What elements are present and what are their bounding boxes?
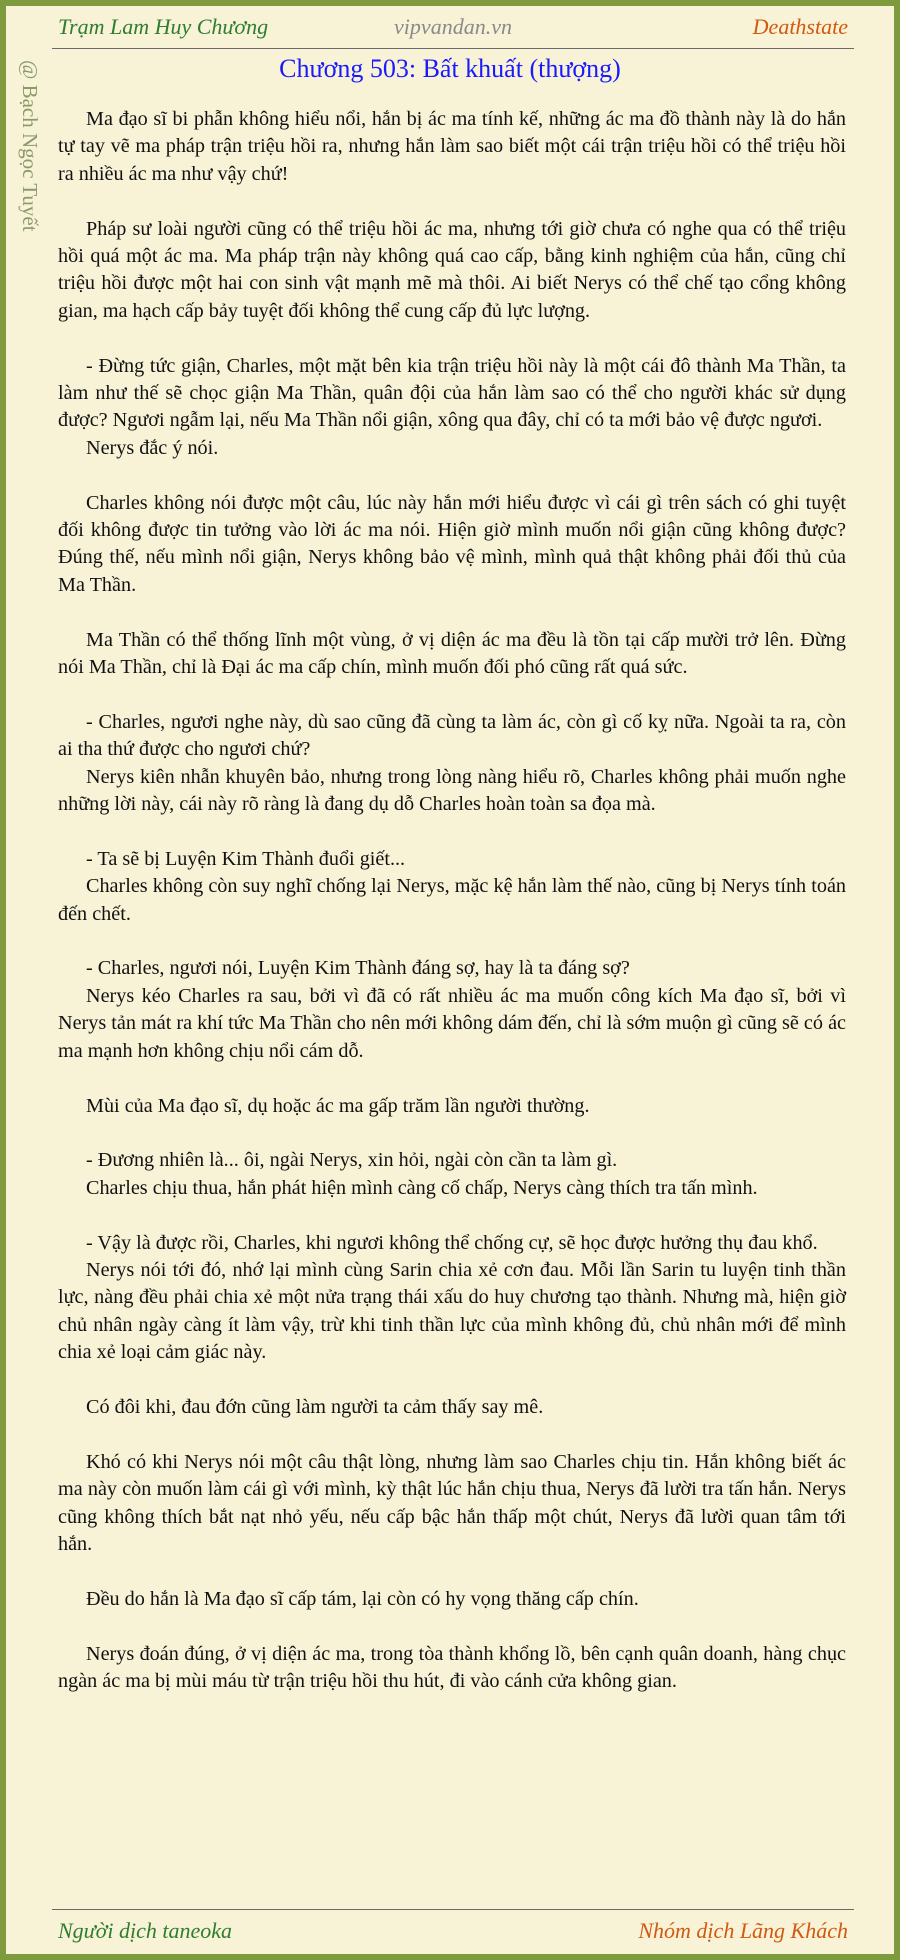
header-site-name: Trạm Lam Huy Chương (58, 14, 269, 39)
chapter-body (58, 106, 846, 1723)
paragraph: Charles chịu thua, hắn phát hiện mình càng cố chấp, Nerys càng thích tra tấn mình. (86, 1176, 758, 1199)
chapter-title: Chương 503: Bất khuất (thượng) (279, 54, 621, 83)
paragraph: Nerys kiên nhẫn khuyên bảo, nhưng trong lòng nàng hiểu rõ, Charles không phải muốn nghe những lời này, cái này rõ ràng là đang dụ dỗ Charles hoàn toàn sa đọa mà. (58, 765, 846, 816)
page-header (52, 6, 854, 49)
side-watermark (14, 60, 42, 290)
paragraph: - Vậy là được rồi, Charles, khi ngươi không thể chống cự, sẽ học được hưởng thụ đau khổ. (86, 1231, 818, 1254)
paragraph: Nerys đoán đúng, ở vị diện ác ma, trong tòa thành khổng lồ, bên cạnh quân doanh, hàng chục ngàn ác ma bị mùi máu từ trận triệu hồi thu hút, đi vào cánh cửa không gian. (58, 1642, 846, 1692)
header-url: vipvandan.vn (394, 14, 512, 39)
paragraph: Có đôi khi, đau đớn cũng làm người ta cảm thấy say mê. (86, 1395, 544, 1418)
footer-group: Nhóm dịch Lãng Khách (638, 1918, 848, 1943)
paragraph: - Đừng tức giận, Charles, một mặt bên kia trận triệu hồi này là một cái đô thành Ma Thần, ta làm như thế sẽ chọc giận Ma Thần, quân đội của hắn làm sao có thể cho người khác sử dụng được? Ngươi ngẫm lại, nếu Ma Thần nổi giận, xông qua đây, chỉ có ta mới bảo vệ được ngươi. (58, 354, 846, 432)
paragraph: Nerys nói tới đó, nhớ lại mình cùng Sarin chia xẻ cơn đau. Mỗi lần Sarin tu luyện tinh thần lực, nàng đều phải chia xẻ một nửa trạng thái xấu do huy chương tạo thành. Nhưng mà, hiện giờ chủ nhân ngày càng ít làm vậy, trừ khi tinh thần lực của mình không đủ, chủ nhân mới để mình chia xẻ loại cảm giác này. (58, 1258, 846, 1364)
side-label: @ Bạch Ngọc Tuyết (18, 60, 42, 232)
footer-translator: Người dịch taneoka (58, 1918, 233, 1943)
paragraph: Nerys đắc ý nói. (86, 436, 219, 459)
paragraph: Đều do hắn là Ma đạo sĩ cấp tám, lại còn có hy vọng thăng cấp chín. (86, 1587, 639, 1610)
paragraph: Khó có khi Nerys nói một câu thật lòng, nhưng làm sao Charles chịu tin. Hắn không biết ác ma này còn muốn làm cái gì với mình, kỳ thật lúc hắn chịu thua, Nerys đã lười tra tấn hắn. Nerys cũng không thích bắt nạt nhỏ yếu, nếu cấp bậc hắn thấp một chút, Nerys đã lười quan tâm tới hắn. (58, 1450, 846, 1555)
page-footer (52, 1909, 854, 1954)
paragraph: - Charles, ngươi nói, Luyện Kim Thành đáng sợ, hay là ta đáng sợ? (86, 957, 630, 980)
paragraph: - Ta sẽ bị Luyện Kim Thành đuổi giết... (86, 847, 406, 870)
paragraph: Nerys kéo Charles ra sau, bởi vì đã có rất nhiều ác ma muốn công kích Ma đạo sĩ, bởi vì Nerys tản mát ra khí tức Ma Thần cho nên mới không dám đến, chỉ là sớm muộn gì cũng sẽ có ác ma mạnh hơn không chịu nổi cám dỗ. (58, 984, 846, 1062)
paragraph: Mùi của Ma đạo sĩ, dụ hoặc ác ma gấp trăm lần người thường. (86, 1094, 590, 1117)
paragraph: - Đương nhiên là... ôi, ngài Nerys, xin hỏi, ngài còn cần ta làm gì. (86, 1149, 618, 1172)
paragraph: Ma Thần có thể thống lĩnh một vùng, ở vị diện ác ma đều là tồn tại cấp mười trở lên. Đừng nói Ma Thần, chỉ là Đại ác ma cấp chín, mình muốn đối phó cũng rất quá sức. (58, 628, 846, 679)
paragraph: Ma đạo sĩ bi phẫn không hiểu nổi, hắn bị ác ma tính kế, những ác ma đồ thành này là do hắn tự tay vẽ ma pháp trận triệu hồi ra, nhưng hắn làm sao biết một cái trận triệu hồi có thể triệu hồi ra nhiều ác ma như vậy chứ! (58, 108, 846, 185)
paragraph: Pháp sư loài người cũng có thể triệu hồi ác ma, nhưng tới giờ chưa có nghe qua có thể triệu hồi quá một ác ma. Ma pháp trận này không quá cao cấp, bằng kinh nghiệm của hắn, cũng chỉ triệu hồi được một hai con sinh vật mạnh mẽ mà thôi. Ai biết Nerys có thể chế tạo cổng không gian, ma hạch cấp bảy tuyệt đối không thể cung cấp đủ lực lượng. (58, 217, 846, 322)
paragraph: Charles không còn suy nghĩ chống lại Nerys, mặc kệ hắn làm thế nào, cũng bị Nerys tính toán đến chết. (58, 875, 846, 925)
header-author: Deathstate (752, 14, 848, 39)
paragraph: - Charles, ngươi nghe này, dù sao cũng đã cùng ta làm ác, còn gì cố kỵ nữa. Ngoài ta ra, còn ai tha thứ được cho ngươi chứ? (58, 710, 846, 761)
paragraph: Charles không nói được một câu, lúc này hắn mới hiểu được vì cái gì trên sách có ghi tuyệt đối không được tin tưởng vào lời ác ma nói. Hiện giờ mình muốn nổi giận cũng không được? Đúng thế, nếu mình nổi giận, Nerys không bảo vệ mình, mình quả thật không phải đối thủ của Ma Thần. (58, 491, 846, 596)
